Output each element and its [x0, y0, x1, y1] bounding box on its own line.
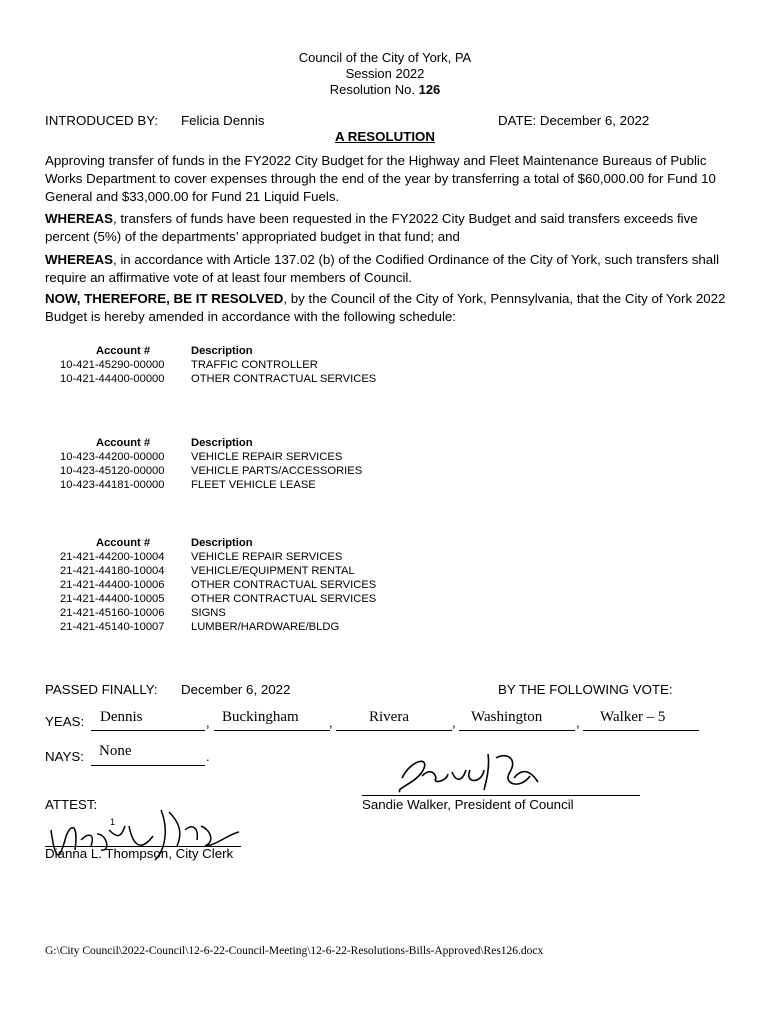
president-name: Sandie Walker, President of Council	[362, 797, 574, 812]
yeas-comma: ,	[329, 715, 333, 730]
vote-heading: BY THE FOLLOWING VOTE:	[498, 682, 673, 697]
resolution-number	[0, 81, 770, 98]
header-description: Description	[191, 345, 253, 357]
attest-label: ATTEST:	[45, 797, 98, 812]
resolution-prefix: Resolution No.	[329, 82, 419, 97]
account-number: 10-423-45120-00000	[60, 465, 165, 477]
whereas-lead: WHEREAS	[45, 211, 113, 226]
header-account: Account #	[96, 345, 151, 357]
passed-label: PASSED FINALLY:	[45, 682, 158, 697]
resolved-paragraph	[45, 290, 735, 326]
clerk-name: Dianna L. Thompson, City Clerk	[45, 846, 234, 861]
account-description: FLEET VEHICLE LEASE	[191, 479, 316, 491]
account-description: VEHICLE PARTS/ACCESSORIES	[191, 465, 363, 477]
header-description: Description	[191, 437, 253, 449]
yea-vote-2: Buckingham	[222, 709, 299, 725]
account-number: 21-421-44400-10005	[60, 593, 165, 605]
account-description: VEHICLE REPAIR SERVICES	[191, 451, 343, 463]
council-heading: Council of the City of York, PA	[298, 50, 472, 65]
passed-date: December 6, 2022	[181, 682, 291, 697]
clerk-mark: 1	[110, 817, 116, 827]
nays-line	[91, 765, 205, 766]
account-description: OTHER CONTRACTUAL SERVICES	[191, 373, 377, 385]
resolved-text: , by the Council of the City of York, Pennsylvania, that the City of York 2022 Budget is hereby amended in accordance with the following schedule:	[45, 291, 726, 324]
nays-value: None	[99, 743, 132, 759]
yeas-line-3	[336, 730, 452, 731]
account-number: 10-421-44400-00000	[60, 373, 165, 385]
introduced-name: Felicia Dennis	[181, 113, 265, 128]
account-number: 21-421-44180-10004	[60, 565, 165, 577]
account-description: LUMBER/HARDWARE/BLDG	[191, 621, 340, 633]
yea-vote-1: Dennis	[100, 709, 143, 725]
introduced-label: INTRODUCED BY:	[45, 113, 159, 128]
account-number: 10-423-44200-00000	[60, 451, 165, 463]
file-path-footer: G:\City Council\2022-Council\12-6-22-Council-Meeting\12-6-22-Resolutions-Bills-Approved\Res126.docx	[45, 945, 544, 957]
yeas-comma: ,	[206, 715, 210, 730]
yeas-line-2	[214, 730, 330, 731]
account-description: OTHER CONTRACTUAL SERVICES	[191, 593, 377, 605]
whereas-paragraph-2	[45, 251, 735, 287]
header-description: Description	[191, 537, 253, 549]
session-heading: Session 2022	[345, 66, 425, 81]
account-description: TRAFFIC CONTROLLER	[191, 359, 318, 371]
account-number: 10-421-45290-00000	[60, 359, 165, 371]
document-title: A RESOLUTION	[335, 129, 435, 144]
yeas-line-1	[91, 730, 205, 731]
resolved-lead: NOW, THEREFORE, BE IT RESOLVED	[45, 291, 284, 306]
account-description: OTHER CONTRACTUAL SERVICES	[191, 579, 377, 591]
yeas-comma: ,	[576, 715, 580, 730]
account-description: SIGNS	[191, 607, 226, 619]
whereas-lead: WHEREAS	[45, 252, 113, 267]
account-number: 21-421-45160-10006	[60, 607, 165, 619]
president-signature-line	[362, 795, 640, 796]
yeas-comma: ,	[452, 715, 456, 730]
account-number: 21-421-45140-10007	[60, 621, 165, 633]
yeas-line-5	[583, 730, 699, 731]
yeas-label: YEAS:	[45, 714, 85, 729]
account-number: 21-421-44400-10006	[60, 579, 165, 591]
president-signature	[392, 748, 552, 796]
intro-paragraph: Approving transfer of funds in the FY2022 City Budget for the Highway and Fleet Maintenance Bureaus of Public Works Department to cover expenses through the end of the year by transferring a total of $60,000.00 for Fund 10 General and $33,000.00 for Fund 21 Liquid Fuels.	[45, 153, 716, 204]
header-account: Account #	[96, 437, 151, 449]
resolution-date: DATE: December 6, 2022	[498, 113, 650, 128]
whereas-paragraph-1	[45, 210, 735, 246]
yeas-line-4	[459, 730, 575, 731]
whereas-text: , transfers of funds have been requested in the FY2022 City Budget and said transfers exceeds five percent (5%) of the departments’ appropriated budget in that fund; and	[45, 211, 698, 244]
account-number: 21-421-44200-10004	[60, 551, 165, 563]
whereas-text: , in accordance with Article 137.02 (b) of the Codified Ordinance of the City of York, such transfers shall require an affirmative vote of at least four members of Council.	[45, 252, 720, 285]
account-description: VEHICLE/EQUIPMENT RENTAL	[191, 565, 355, 577]
yea-vote-5: Walker – 5	[600, 709, 666, 725]
nays-label: NAYS:	[45, 749, 84, 764]
account-number: 10-423-44181-00000	[60, 479, 165, 491]
yea-vote-3: Rivera	[369, 709, 409, 725]
resolution-number-value: 126	[418, 82, 441, 97]
header-account: Account #	[96, 537, 151, 549]
nays-period: .	[206, 749, 210, 764]
yea-vote-4: Washington	[471, 709, 543, 725]
account-description: VEHICLE REPAIR SERVICES	[191, 551, 343, 563]
